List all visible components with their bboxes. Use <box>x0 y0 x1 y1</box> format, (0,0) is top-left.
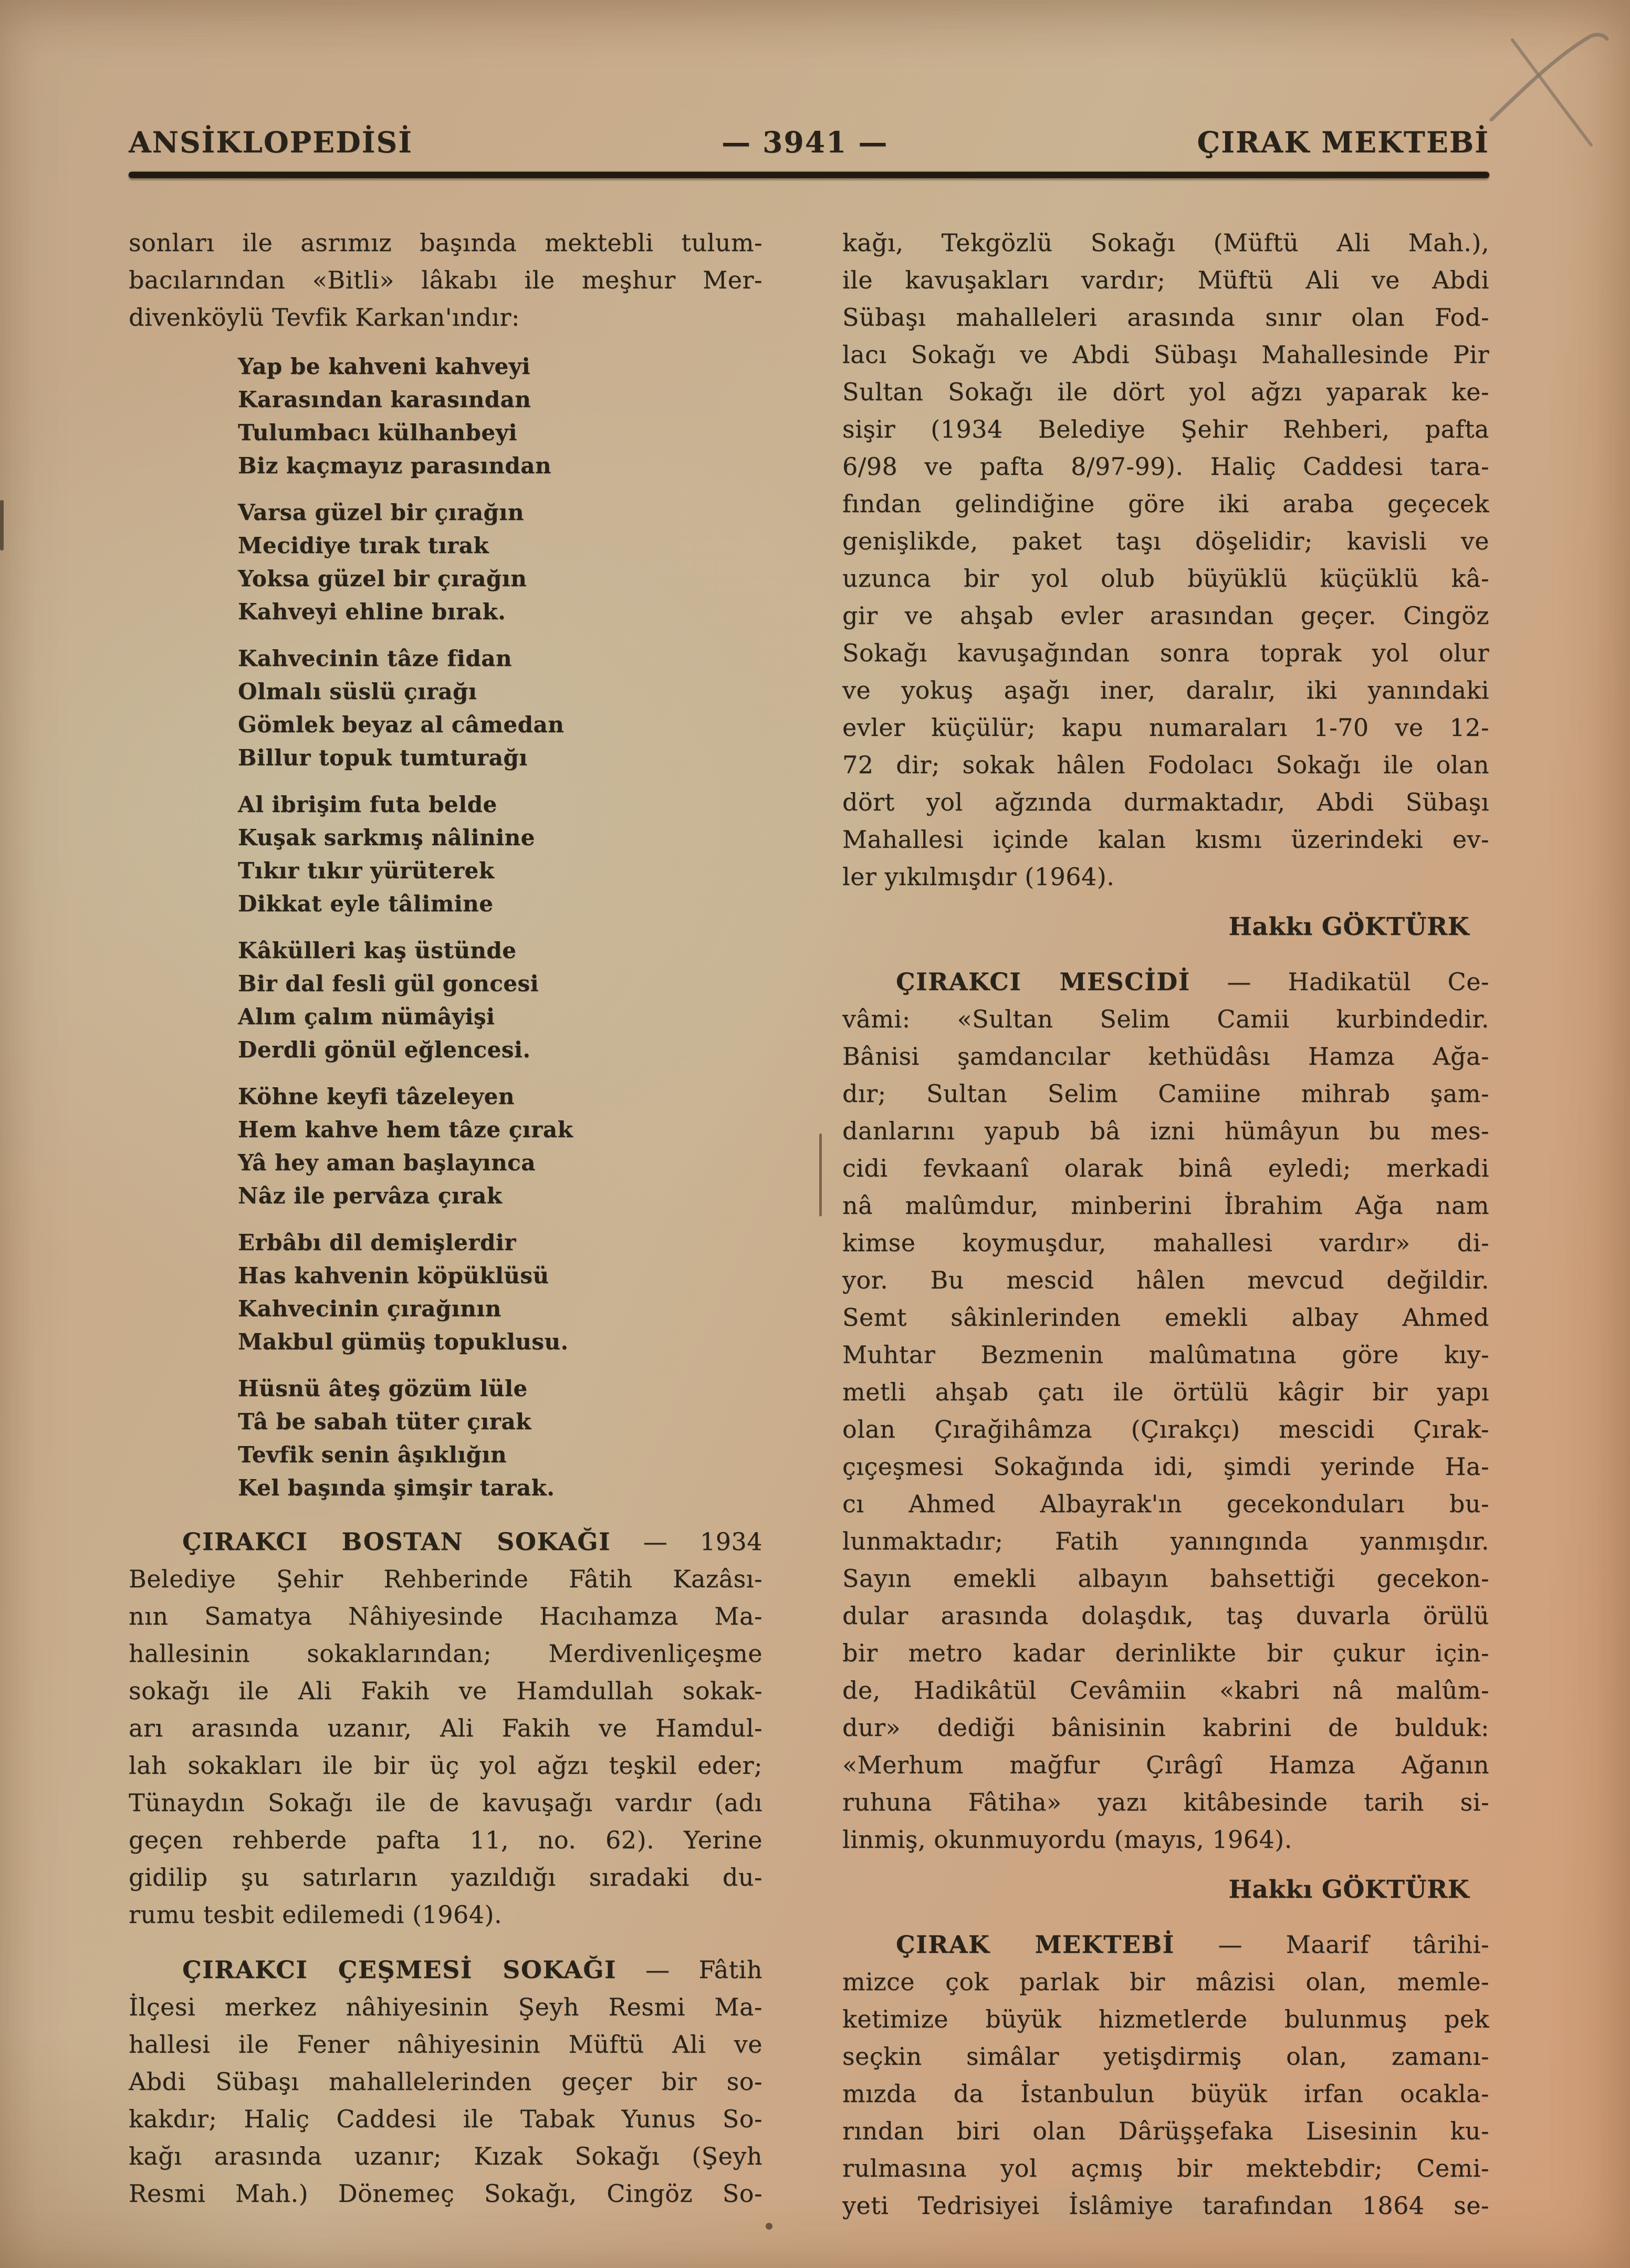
text-line: gir ve ahşab evler arasından geçer. Cingöz <box>842 601 1489 630</box>
page-edge-speck <box>0 500 4 550</box>
text-line: linmiş, okunmuyordu (mayıs, 1964). <box>842 1825 1292 1854</box>
entry-cirak-mektebi <box>842 1926 1489 2224</box>
entry-title: ÇIRAK MEKTEBİ <box>896 1930 1175 1959</box>
ink-dot-artifact <box>766 2223 772 2230</box>
text-line: nâ malûmdur, minberini İbrahim Ağa nam <box>842 1191 1489 1220</box>
poem-line: Tulumbacı külhanbeyi <box>238 420 517 445</box>
text-line: olan Çırağihâmza (Çırakçı) mescidi Çırak- <box>842 1415 1489 1443</box>
text-line: lunmaktadır; Fatih yanıngında yanmışdır. <box>842 1527 1489 1555</box>
author-byline: Hakkı GÖKTÜRK <box>1228 912 1469 941</box>
text-line: dört yol ağzında durmaktadır, Abdi Sübaşı <box>842 788 1489 816</box>
text-line: mizce çok parlak bir mâzisi olan, memle- <box>842 1968 1489 1996</box>
text-line: yor. Bu mescid hâlen mevcud değildir. <box>842 1266 1489 1294</box>
poem-line: Kahvecinin çırağının <box>238 1296 501 1322</box>
entry-title: ÇIRAKCI MESCİDİ <box>896 967 1190 996</box>
text-line: lah sokakları ile bir üç yol ağzı teşkil eder; <box>129 1751 762 1780</box>
entry-heading <box>842 963 1489 1001</box>
poem-line: Yâ hey aman başlayınca <box>238 1150 536 1175</box>
text-line: rulmasına yol açmış bir mektebdir; Cemi- <box>842 2154 1489 2182</box>
left-column <box>129 224 762 2224</box>
text-line: dır; Sultan Selim Camiine mihrab şam- <box>842 1079 1489 1108</box>
text-line: kakdır; Haliç Caddesi ile Tabak Yunus So- <box>129 2105 762 2133</box>
poem-line: Kel başında şimşir tarak. <box>238 1475 555 1501</box>
text-line: ve yokuş aşağı iner, daralır, iki yanındaki <box>842 676 1489 704</box>
running-head-entry: ÇIRAK MEKTEBİ <box>1197 125 1489 159</box>
entry-heading <box>129 1951 762 1989</box>
poem-line: Has kahvenin köpüklüsü <box>238 1263 549 1288</box>
poem-line: Yoksa güzel bir çırağın <box>238 566 527 591</box>
poem-line: Kâkülleri kaş üstünde <box>238 938 517 963</box>
text-line: ler yıkılmışdır (1964). <box>842 862 1115 891</box>
poem-line: Kuşak sarkmış nâlinine <box>238 825 535 850</box>
text-line: genişlikde, paket taşı döşelidir; kavisli ve <box>842 527 1489 555</box>
text-line: arı arasında uzanır, Ali Fakih ve Hamdul- <box>129 1714 762 1742</box>
page-number: — 3941 — <box>722 125 889 159</box>
entry-cirakci-bostan-sokagi <box>129 1523 762 1933</box>
intro-paragraph <box>129 224 762 336</box>
text-line: ketimize büyük hizmetlerde bulunmuş pek <box>842 2005 1489 2033</box>
entry-heading-rest: — Maarif târihi- <box>1218 1930 1489 1959</box>
right-column <box>842 224 1489 2224</box>
poem-line: Dikkat eyle tâlimine <box>238 891 494 917</box>
text-line: ile kavuşakları vardır; Müftü Ali ve Abdi <box>842 266 1489 294</box>
text-line: cı Ahmed Albayrak'ın gecekonduları bu- <box>842 1490 1489 1518</box>
text-line: kimse koymuşdur, mahallesi vardır» di- <box>842 1229 1489 1257</box>
text-line: seçkin simâlar yetişdirmiş olan, zamanı- <box>842 2042 1489 2071</box>
poem-stanza <box>238 934 762 1066</box>
text-line: Sübaşı mahalleleri arasında sınır olan Fod- <box>842 303 1489 331</box>
text-line: sişir (1934 Belediye Şehir Rehberi, pafta <box>842 415 1489 443</box>
text-line: hallesinin sokaklarından; Merdivenliçeşme <box>129 1639 762 1668</box>
poem-stanza <box>238 496 762 628</box>
text-line: Belediye Şehir Rehberinde Fâtih Kazâsı- <box>129 1565 762 1593</box>
poem <box>238 350 762 1504</box>
entry-heading-rest: — 1934 <box>643 1527 762 1556</box>
text-line: Semt sâkinlerinden emekli albay Ahmed <box>842 1303 1489 1331</box>
text-line: hallesi ile Fener nâhiyesinin Müftü Ali ve <box>129 2030 762 2058</box>
poem-line: Nâz ile pervâza çırak <box>238 1183 503 1209</box>
text-line: cidi fevkaanî olarak binâ eyledi; merkadi <box>842 1154 1489 1182</box>
text-line: Muhtar Bezmenin malûmatına göre kıy- <box>842 1340 1489 1369</box>
text-line: Abdi Sübaşı mahallelerinden geçer bir so- <box>129 2067 762 2096</box>
poem-stanza <box>238 1226 762 1358</box>
poem-stanza <box>238 788 762 920</box>
text-line: rumu tesbit edilemedi (1964). <box>129 1900 503 1929</box>
text-line: geçen rehberde pafta 11, no. 62). Yerine <box>129 1826 762 1854</box>
text-line: Bânisi şamdancılar kethüdâsı Hamza Ağa- <box>842 1042 1489 1070</box>
ink-streak-artifact <box>819 1133 822 1216</box>
poem-stanza <box>238 1080 762 1212</box>
running-head <box>129 125 1489 159</box>
text-line: bacılarından «Bitli» lâkabı ile meşhur Mer- <box>129 266 762 294</box>
text-line: lacı Sokağı ve Abdi Sübaşı Mahallesinde Pir <box>842 340 1489 369</box>
poem-line: Erbâbı dil demişlerdir <box>238 1230 516 1255</box>
poem-line: Kahveyi ehline bırak. <box>238 599 506 625</box>
text-line: danlarını yapub bâ izni hümâyun bu mes- <box>842 1117 1489 1145</box>
text-line: nın Samatya Nâhiyesinde Hacıhamza Ma- <box>129 1602 762 1630</box>
poem-line: Alım çalım nümâyişi <box>238 1004 495 1029</box>
entry-title: ÇIRAKCI ÇEŞMESİ SOKAĞI <box>182 1955 617 1984</box>
text-line: uzunca bir yol olub büyüklü küçüklü kâ- <box>842 564 1489 592</box>
entry-heading-rest: — Fâtih <box>645 1955 762 1984</box>
text-line: dur» dediği bânisinin kabrini de bulduk: <box>842 1713 1489 1742</box>
continued-paragraph <box>842 224 1489 896</box>
text-line: ruhuna Fâtiha» yazı kitâbesinde tarih si- <box>842 1788 1489 1816</box>
poem-line: Kahvecinin tâze fidan <box>238 646 513 671</box>
entry-heading-rest: — Hadikatül Ce- <box>1227 967 1489 996</box>
text-line: de, Hadikâtül Cevâmiin «kabri nâ malûm- <box>842 1676 1489 1704</box>
poem-line: Hüsnü âteş gözüm lüle <box>238 1376 528 1401</box>
text-line: evler küçülür; kapu numaraları 1-70 ve 12- <box>842 713 1489 742</box>
text-line: çıçeşmesi Sokağında idi, şimdi yerinde Ha- <box>842 1452 1489 1481</box>
text-line: kağı, Tekgözlü Sokağı (Müftü Ali Mah.), <box>842 228 1489 257</box>
poem-stanza <box>238 642 762 774</box>
text-line: metli ahşab çatı ile örtülü kâgir bir yapı <box>842 1378 1489 1406</box>
text-line: divenköylü Tevfik Karkan'ındır: <box>129 303 520 331</box>
text-columns <box>129 224 1630 2224</box>
text-line: Sultan Sokağı ile dört yol ağzı yaparak ke- <box>842 378 1489 406</box>
poem-line: Bir dal fesli gül goncesi <box>238 971 539 996</box>
text-line: Tünaydın Sokağı ile de kavuşağı vardır (adı <box>129 1788 762 1817</box>
poem-line: Karasından karasından <box>238 387 531 412</box>
poem-line: Varsa güzel bir çırağın <box>238 500 524 525</box>
text-line: 72 dir; sokak hâlen Fodolacı Sokağı ile olan <box>842 751 1489 779</box>
entry-cirakci-mescidi <box>842 963 1489 1858</box>
text-line: sonları ile asrımız başında mektebli tulum- <box>129 228 762 257</box>
poem-stanza <box>238 350 762 482</box>
poem-line: Tıkır tıkır yürüterek <box>238 858 495 883</box>
text-line: dular arasında dolaşdık, taş duvarla örülü <box>842 1601 1489 1630</box>
poem-stanza <box>238 1372 762 1504</box>
text-line: vâmi: «Sultan Selim Camii kurbindedir. <box>842 1005 1489 1033</box>
text-line: kağı arasında uzanır; Kızak Sokağı (Şeyh <box>129 2142 762 2170</box>
poem-line: Derdli gönül eğlencesi. <box>238 1037 531 1063</box>
text-line: Sayın emekli albayın bahsettiği gecekon- <box>842 1564 1489 1593</box>
text-line: «Merhum mağfur Çırâgî Hamza Ağanın <box>842 1751 1489 1779</box>
entry-heading <box>129 1523 762 1560</box>
text-line: İlçesi merkez nâhiyesinin Şeyh Resmi Ma- <box>129 1993 762 2021</box>
text-line: 6/98 ve pafta 8/97-99). Haliç Caddesi tara- <box>842 452 1489 481</box>
poem-line: Biz kaçmayız parasından <box>238 453 551 478</box>
text-line: mızda da İstanbulun büyük irfan ocakla- <box>842 2079 1489 2108</box>
text-line: Sokağı kavuşağından sonra toprak yol olur <box>842 639 1489 667</box>
text-line: bir metro kadar derinlikte bir çukur için- <box>842 1639 1489 1667</box>
text-line: rından biri olan Dârüşşefaka Lisesinin ku- <box>842 2117 1489 2145</box>
header-rule <box>129 172 1489 178</box>
entry-title: ÇIRAKCI BOSTAN SOKAĞI <box>182 1527 611 1556</box>
text-line: gidilip şu satırların yazıldığı sıradaki du- <box>129 1863 762 1891</box>
text-line: sokağı ile Ali Fakih ve Hamdullah sokak- <box>129 1677 762 1705</box>
poem-line: Köhne keyfi tâzeleyen <box>238 1084 515 1109</box>
entry-heading <box>842 1926 1489 1963</box>
poem-line: Hem kahve hem tâze çırak <box>238 1117 573 1142</box>
text-line: Mahallesi içinde kalan kısmı üzerindeki ev- <box>842 825 1489 854</box>
text-line: yeti Tedrisiyei İslâmiye tarafından 1864 se- <box>842 2191 1489 2220</box>
poem-line: Olmalı süslü çırağı <box>238 679 477 704</box>
entry-cirakci-cesmesi-sokagi <box>129 1951 762 2212</box>
poem-line: Billur topuk tumturağı <box>238 745 528 771</box>
poem-line: Gömlek beyaz al câmedan <box>238 712 565 737</box>
text-line: fından gelindiğine göre iki araba geçecek <box>842 490 1489 518</box>
poem-line: Al ibrişim futa belde <box>238 792 497 817</box>
text-line: Resmi Mah.) Dönemeç Sokağı, Cingöz So- <box>129 2179 762 2208</box>
poem-line: Tevfik senin âşıklığın <box>238 1442 507 1468</box>
running-head-title: ANSİKLOPEDİSİ <box>129 125 413 159</box>
pencil-x-mark <box>1482 20 1624 167</box>
poem-line: Yap be kahveni kahveyi <box>238 353 531 379</box>
poem-line: Tâ be sabah tüter çırak <box>238 1409 531 1434</box>
author-byline: Hakkı GÖKTÜRK <box>1228 1875 1469 1904</box>
poem-line: Mecidiye tırak tırak <box>238 533 489 558</box>
poem-line: Makbul gümüş topuklusu. <box>238 1329 569 1355</box>
